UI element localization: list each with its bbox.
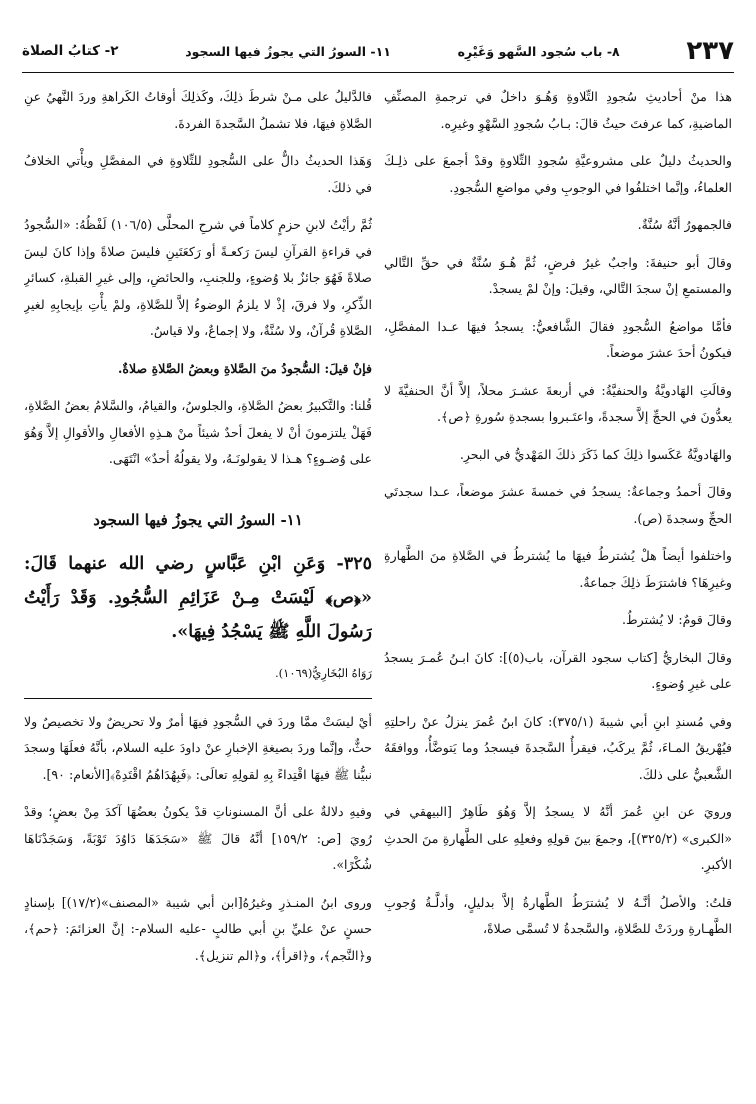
paragraph: وقالَ أبو حنيفةَ: واجبٌ غيرُ فرضٍ، ثُمَّ هُـوَ سُنَّةٌ في حقِّ التَّالي والمستمعِ إنْ سجدَ التَّالي، وقيلَ: وإنْ لمْ يسجدْ.	[384, 254, 732, 296]
paragraph: والهَادويَّةُ عَكَسوا ذلِكَ كما ذَكَرَ ذلكَ المَهْديُّ في البحرِ.	[459, 446, 732, 462]
paragraph: فالجمهورُ أنَّهُ سُنَّةٌ.	[637, 217, 732, 232]
paragraph: واختلفوا أيضاً هلْ يُشترطُ فيهَا ما يُشترطُ في الصَّلاةِ منَ الطَّهارةِ وغيرِهَا؟ فاشترَطَ ذلِكَ جماعةٌ.	[384, 548, 732, 590]
paragraph: قلتُ: والأصلُ أنَّـهُ لا يُشترَطُ الطَّهارةُ إلاَّ بدليلٍ، وأدلَّـةُ وُجوبِ الطَّهـارةِ وردَتْ للصَّلاةِ، والسَّجدةُ لا تُسمَّى صلاةً،	[384, 894, 732, 936]
paragraph: وقالَ أحمدُ وجماعةٌ: يسجدُ في خمسةَ عشرَ موضعاً، عـدا سجدتَي الحجِّ وسجدةَ (ص).	[384, 484, 732, 526]
paragraph: وقالَتِ الهَادويَّةُ والحنفيَّةُ: في أربعةَ عشـرَ محلاً، إلاَّ أنَّ الحنفيَّةَ لا يعدُّونَ في الحجِّ إلاَّ سجدةً، واعتَـبروا بسجدةِ سُورةِ ﴿ص﴾.	[384, 382, 732, 424]
divider	[24, 698, 372, 699]
chapter-heading: ٢- كتابُ الصلاة	[22, 43, 119, 59]
section-heading: ٨- باب سُجود السَّهو وَغَيْرِه	[457, 43, 620, 59]
paragraph: فإنْ قيلَ: السُّجودُ منَ الصَّلاةِ وبعضُ الصَّلاةِ صلاةٌ.	[118, 360, 372, 376]
paragraph: فالدَّليلُ على مـنْ شرطَ ذلِكَ، وكَذلِكَ أوقاتُ الكَراهةِ وردَ النَّهيُ عنِ الصَّلاةِ فيهَا، فلا تشملُ السَّجدةَ الفردةَ.	[24, 89, 372, 131]
paragraph: وروى ابنُ المنـذرِ وغيرُهُ[ابن أبي شيبة «المصنف»(١٧/٢)] بإسنادٍ حسنٍ عنْ عليِّ بنِ أبي طالبٍ -عليه السلام-: إنَّ العزائمَ: ﴿حم﴾، و﴿النَّجم﴾، و﴿اقرأ﴾، و﴿الم تنزيل﴾.	[24, 894, 372, 963]
paragraph: ورويَ عن ابنِ عُمرَ أنَّهُ لا يسجدُ إلاَّ وَهُوَ طَاهِرٌ [البيهقي في «الكبرى» (٣٢٥/٢)]، وجمعَ بينَ قولِهِ وفعلِهِ على الطَّهارةِ منَ الحدثِ الأكبرِ.	[384, 804, 732, 872]
hadith-text: ٣٢٥- وَعَنِ ابْنِ عَبَّاسٍ رضي الله عنهما قَالَ: «﴿ص﴾ لَيْسَتْ مِـنْ عَزَائِمِ السُّجُودِ. وَقَدْ رَأَيْتُ رَسُولَ اللَّهِ ﷺ يَسْجُدُ فِيهَا».	[24, 554, 372, 642]
paragraph: ثُمَّ رأيْتُ لابنِ حزمٍ كلاماً في شرحِ المحلَّى (١٠٦/٥) لَفْظُهُ: «السُّجودُ في قراءةِ القرآنِ ليسَ رَكعـةً أو رَكعَتَينِ فليسَ صلاةً وإذا كانَ ليسَ صلاةً فَهُوَ جائزٌ بلا وُضوءٍ، وللجنبِ، والحائضِ، وإلى غيرِ القبلةِ، كسائرِ الذِّكرِ، ولا فرقَ، إذْ لا يلزمُ الوضوءُ إلاَّ للصَّلاةِ، ولمْ يأْتِ بإيجابِهِ لغيرِ الصَّلاةِ قُرآنٌ، ولا سُنَّةٌ، ولا إجماعٌ، ولا قياسٌ.	[24, 217, 372, 338]
left-column	[24, 84, 372, 1088]
paragraph: أيْ ليسَتْ ممَّا وردَ في السُّجودِ فيهَا أمرٌ ولا تحريضٌ ولا تخصيصٌ ولا حثٌّ، وإنَّما وردَ بصيغةِ الإخبارِ عنْ داودَ عليه السلام، بأنَّهُ فعلَهَا وسجدَ نبيُّنا ﷺ فيهَا اقْتِداءً بِهِ لقولِهِ تعالَى: ﴿فَبِهُدَاهُمُ اقْتَدِهْ﴾[الأنعام: ٩٠].	[24, 713, 372, 782]
paragraph: هذا منْ أحاديثِ سُجودِ التِّلاوةِ وَهُـوَ داخلٌ في ترجمةِ المصنِّفِ الماضيةِ، كما عرفتَ حيثُ قالَ: بـابُ سُجودِ السَّهْوِ وغيرِه.	[384, 89, 732, 131]
paragraph: وفيهِ دلالةٌ على أنَّ المسنوناتِ قدْ يكونُ بعضُهَا آكدَ مِنْ بعضٍ؛ وقدْ رُويَ [ص: ١٥٩/٢] أنَّهُ قالَ ﷺ «سَجَدَهَا دَاوُدَ تَوْبَةً، وَسَجَدْنَاهَا شُكْرًا».	[24, 804, 372, 872]
paragraph: والحديثُ دليلٌ على مشروعيَّةِ سُجودِ التِّلاوةِ وقدْ أجمعَ على ذلِـكَ العلماءُ، وإنَّما اختلفُوا في الوجوبِ وفي مواضعِ السُّجودِ.	[384, 153, 732, 195]
page-number: ٢٣٧	[686, 36, 734, 66]
paragraph: وقالَ قومٌ: لا يُشترطُ.	[622, 612, 732, 627]
paragraph: قُلنا: والتَّكبيرُ بعضُ الصَّلاةِ، والجلوسُ، والقيامُ، والسَّلامُ بعضُ الصَّلاةِ، فَهَلْ يلتزمونَ أنْ لا يفعلَ أحدٌ شيئاً منْ هـذِهِ الأفعالِ والأقوالِ إلاَّ وَهُوَ على وُضـوءٍ؟ هـذا لا يقولونَـهُ، ولا يقولُهُ أحدٌ» انْتَهَى.	[24, 398, 372, 466]
subsection-heading: ١١- السورُ التي يجوزُ فيها السجود	[185, 43, 391, 59]
paragraph: فأمَّا مواضعُ السُّجودِ فقالَ الشَّافعيُّ: يسجدُ فيهَا عـدا المفصَّلِ، فيكونُ أحدَ عشرَ موضعاً.	[384, 318, 732, 360]
section-title: ١١- السورُ التي يجوزُ فيها السجود	[93, 510, 303, 529]
hadith-source: رَوَاهُ البُخَارِيُّ(١٠٦٩).	[275, 666, 372, 680]
paragraph: وَهَذا الحديثُ دالٌّ على السُّجودِ للتِّلاوةِ في المفصَّلِ ويأْتي الخلافُ في ذلكَ.	[24, 153, 372, 195]
paragraph: وفي مُسندِ ابنِ أبي شيبةَ (٣٧٥/١): كانَ ابنُ عُمرَ ينزلُ عنْ راحلتِهِ فيُهْريقُ المـاءَ، ثُمَّ يركَبُ، فيقرأُ السَّجدةَ فيسجدُ وما يَتوضَّأُ، ووافقَهُ الشَّعبيُّ على ذلكَ.	[384, 713, 732, 782]
right-column	[384, 84, 732, 1088]
running-header	[22, 30, 734, 73]
paragraph: وقالَ البخاريُّ [كتاب سجود القرآن، باب(٥)]: كانَ ابـنُ عُمـرَ يسجدُ على غيرِ وُضوءٍ.	[384, 649, 732, 691]
